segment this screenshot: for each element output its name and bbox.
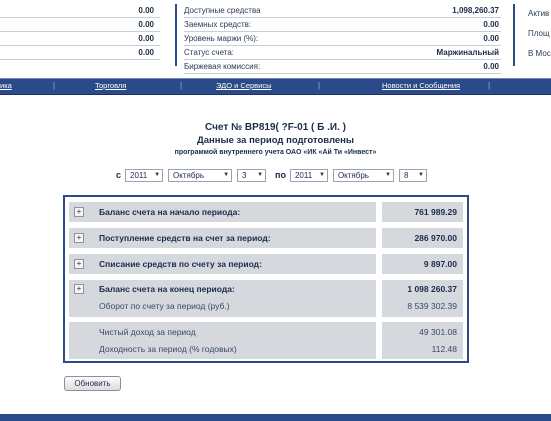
left-value: 0.00 — [0, 32, 160, 46]
nav-item-trading[interactable]: Торговля — [95, 81, 127, 90]
account-metrics-column — [184, 4, 501, 74]
nav-separator: | — [53, 81, 56, 90]
row-label: Доходность за период (% годовых) — [99, 344, 237, 354]
to-day-select[interactable] — [399, 169, 427, 182]
dropdown-arrow-icon: ▼ — [385, 172, 391, 178]
right-info-item: В Мос — [528, 49, 551, 58]
nav-separator: | — [180, 81, 183, 90]
period-to-label: по — [275, 170, 286, 180]
row-value: 8 539 302.39 — [407, 301, 457, 311]
left-values-column — [0, 4, 160, 60]
metric-value: 0.00 — [483, 34, 499, 43]
left-value: 0.00 — [0, 18, 160, 32]
expand-icon[interactable]: + — [74, 259, 84, 269]
account-summary-panel — [0, 0, 551, 70]
footer-bar — [0, 414, 551, 421]
to-day-value: 8 — [403, 170, 409, 180]
account-title: Счет № BP819( ?F-01 ( Б .И. ) — [205, 122, 346, 133]
period-from-label: с — [116, 170, 122, 180]
metric-label: Биржевая комиссия: — [184, 62, 261, 71]
nav-item-analytics[interactable]: ика — [0, 81, 12, 90]
metric-value: Маржинальный — [436, 48, 499, 57]
from-month-select[interactable] — [168, 169, 232, 182]
row-value: 761 989.29 — [414, 207, 457, 217]
from-month-value: Октябрь — [173, 170, 205, 180]
table-row-income — [69, 322, 463, 359]
to-month-select[interactable] — [333, 169, 394, 182]
row-label: Баланс счета на конец периода: — [99, 284, 235, 294]
dropdown-arrow-icon: ▼ — [257, 172, 264, 178]
metric-value: 1,098,260.37 — [452, 6, 499, 15]
column-divider — [513, 4, 515, 66]
from-day-value: 3 — [242, 170, 247, 180]
nav-item-edo-services[interactable]: ЭДО и Сервисы — [216, 81, 272, 90]
row-value: 112.48 — [431, 344, 457, 354]
to-month-value: Октябрь — [337, 170, 369, 180]
column-divider — [175, 4, 177, 66]
row-label: Списание средств по счету за период: — [99, 259, 262, 269]
row-value: 1 098 260.37 — [407, 284, 457, 294]
dropdown-arrow-icon: ▼ — [154, 172, 161, 178]
metric-row-account-status — [184, 46, 501, 60]
to-year-select[interactable] — [290, 169, 328, 182]
nav-item-news[interactable]: Новости и Сообщения — [382, 81, 461, 90]
metric-label: Уровень маржи (%): — [184, 34, 259, 43]
nav-separator: | — [318, 81, 321, 90]
period-results-table — [63, 195, 469, 363]
metric-value: 0.00 — [483, 20, 499, 29]
to-year-value: 2011 — [294, 170, 313, 180]
metric-label: Статус счета: — [184, 48, 235, 57]
row-value: 286 970.00 — [414, 233, 457, 243]
metric-label: Заемных средств: — [184, 20, 252, 29]
expand-icon[interactable]: + — [74, 207, 84, 217]
dropdown-arrow-icon: ▼ — [223, 172, 230, 178]
row-value: 49 301.08 — [419, 327, 457, 337]
row-label: Оборот по счету за период (руб.) — [99, 301, 230, 311]
row-label: Поступление средств на счет за период: — [99, 233, 271, 243]
main-nav-bar — [0, 78, 551, 95]
metric-label: Доступные средства — [184, 6, 261, 15]
metric-value: 0.00 — [483, 62, 499, 71]
right-info-item: Площ — [528, 29, 550, 38]
table-row-inflows — [69, 228, 463, 248]
dropdown-arrow-icon: ▼ — [319, 172, 325, 178]
expand-icon[interactable]: + — [74, 284, 84, 294]
metric-row-exchange-fee — [184, 60, 501, 74]
dropdown-arrow-icon: ▼ — [418, 172, 424, 178]
expand-icon[interactable]: + — [74, 233, 84, 243]
row-label: Чистый доход за период — [99, 327, 196, 337]
table-row-closing-balance — [69, 280, 463, 317]
metric-row-available-funds — [184, 4, 501, 18]
refresh-button[interactable]: Обновить — [64, 376, 121, 391]
left-value: 0.00 — [0, 46, 160, 60]
period-selector — [112, 168, 432, 182]
metric-row-margin-level — [184, 32, 501, 46]
row-label: Баланс счета на начало периода: — [99, 207, 241, 217]
row-value: 9 897.00 — [423, 259, 457, 269]
from-year-select[interactable] — [125, 169, 163, 182]
from-year-value: 2011 — [130, 170, 148, 180]
metric-row-borrowed-funds — [184, 18, 501, 32]
from-day-select[interactable] — [237, 169, 266, 182]
report-source-subtitle: программой внутреннего учета ОАО «ИК «Ай Ти «Инвест» — [174, 149, 377, 156]
table-row-outflows — [69, 254, 463, 274]
nav-separator: | — [488, 81, 491, 90]
right-info-column — [528, 4, 551, 64]
table-row-opening-balance — [69, 202, 463, 222]
report-status-title: Данные за период подготовлены — [196, 135, 355, 146]
left-value: 0.00 — [0, 4, 160, 18]
right-info-item: Актив — [528, 9, 550, 18]
